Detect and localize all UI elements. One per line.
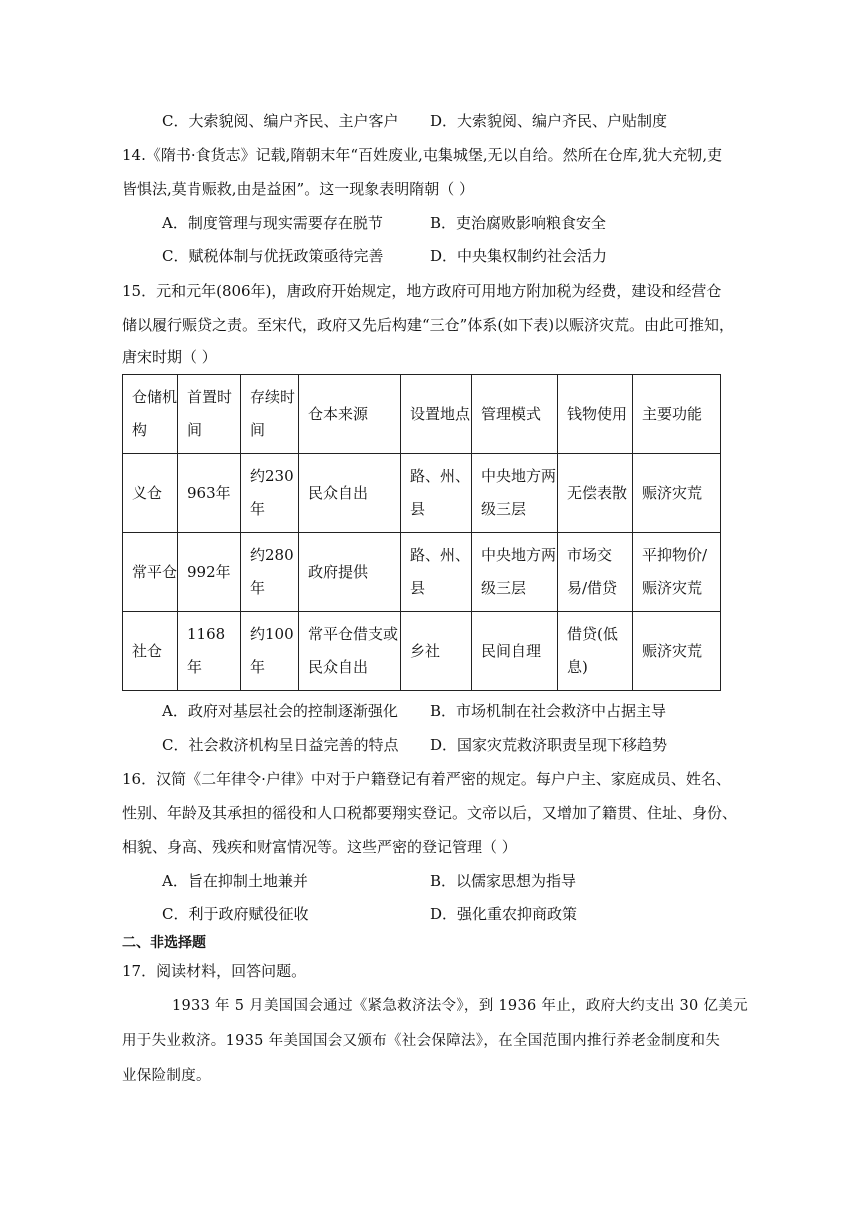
table-cell: 平抑物价/赈济灾荒 [633, 533, 721, 612]
table-cell: 无偿表散 [558, 454, 633, 533]
material-line3: 业保险制度。 [122, 1068, 211, 1084]
table-cell: 常平仓借支或民众自出 [299, 612, 401, 691]
q14-option-c: C．赋税体制与优抚政策亟待完善 [162, 247, 384, 265]
q15-option-b: B．市场机制在社会救济中占据主导 [430, 702, 667, 720]
table-cell: 约100年 [241, 612, 299, 691]
material-line2: 用于失业救济。1935 年美国国会又颁布《社会保障法》，在全国范围内推行养老金制度和失 [122, 1033, 721, 1049]
q16-stem-line1: 16．汉简《二年律令·户律》中对于户籍登记有着严密的规定。每户户主、家庭成员、姓名、 [122, 770, 731, 788]
table-cell: 中央地方两级三层 [472, 533, 558, 612]
q13-option-c: C．大索貌阅、编户齐民、主户客户 [162, 112, 399, 130]
table-header-row [123, 375, 721, 454]
table-row [123, 612, 721, 691]
table-cell: 政府提供 [299, 533, 401, 612]
table-cell: 市场交易/借贷 [558, 533, 633, 612]
table-header-cell: 首置时间 [178, 375, 241, 454]
q13-option-d: D．大索貌阅、编户齐民、户贴制度 [430, 112, 668, 130]
q14-option-a: A．制度管理与现实需要存在脱节 [162, 214, 383, 232]
q16-option-b: B．以儒家思想为指导 [430, 872, 577, 890]
table-cell: 中央地方两级三层 [472, 454, 558, 533]
q16-option-a: A．旨在抑制土地兼并 [162, 872, 308, 890]
table-row [123, 454, 721, 533]
q14-stem-line1: 14.《隋书·食货志》记载,隋朝末年“百姓废业,屯集城堡,无以自给。然所在仓库,犹大充牣,吏 [122, 146, 723, 164]
material-line1: 1933 年 5 月美国国会通过《紧急救济法令》，到 1936 年止，政府大约支出 30 亿美元 [172, 998, 748, 1014]
q15-stem-line2: 储以履行赈贷之责。至宋代，政府又先后构建“三仓”体系(如下表)以赈济灾荒。由此可推知， [122, 316, 735, 334]
table-header-cell: 钱物使用 [558, 375, 633, 454]
table-header-cell: 管理模式 [472, 375, 558, 454]
table-header-cell: 主要功能 [633, 375, 721, 454]
table-cell: 路、州、县 [401, 533, 472, 612]
table-cell: 借贷(低息) [558, 612, 633, 691]
granary-table [122, 374, 721, 691]
q15-stem-line1: 15．元和元年(806年)，唐政府开始规定，地方政府可用地方附加税为经费，建设和经营仓 [122, 282, 722, 300]
table-header-cell: 存续时间 [241, 375, 299, 454]
table-header-cell: 设置地点 [401, 375, 472, 454]
table-cell: 乡社 [401, 612, 472, 691]
q15-option-c: C．社会救济机构呈日益完善的特点 [162, 736, 399, 754]
table-cell: 赈济灾荒 [633, 454, 721, 533]
q15-option-a: A．政府对基层社会的控制逐渐强化 [162, 702, 398, 720]
table-cell: 992年 [178, 533, 241, 612]
table-header-cell: 仓本来源 [299, 375, 401, 454]
table-cell: 民众自出 [299, 454, 401, 533]
q15-option-d: D．国家灾荒救济职责呈现下移趋势 [430, 736, 668, 754]
q17-stem: 17．阅读材料，回答问题。 [122, 962, 307, 980]
table-cell: 约230年 [241, 454, 299, 533]
q15-stem-line3: 唐宋时期（ ） [122, 348, 217, 366]
table-cell: 义仓 [123, 454, 178, 533]
table-header-cell: 仓储机构 [123, 375, 178, 454]
q16-option-c: C．利于政府赋役征收 [162, 905, 309, 923]
q14-option-d: D．中央集权制约社会活力 [430, 247, 608, 265]
table-cell: 民间自理 [472, 612, 558, 691]
q16-stem-line3: 相貌、身高、残疾和财富情况等。这些严密的登记管理（ ） [122, 838, 517, 856]
table-cell: 1168年 [178, 612, 241, 691]
q14-option-b: B．吏治腐败影响粮食安全 [430, 214, 607, 232]
section-title: 二、非选择题 [122, 935, 206, 951]
table-cell: 963年 [178, 454, 241, 533]
table-cell: 约280年 [241, 533, 299, 612]
table-cell: 赈济灾荒 [633, 612, 721, 691]
table-row [123, 533, 721, 612]
q16-stem-line2: 性别、年龄及其承担的徭役和人口税都要翔实登记。文帝以后，又增加了籍贯、住址、身份、 [122, 804, 738, 822]
q16-option-d: D．强化重农抑商政策 [430, 905, 578, 923]
table-cell: 路、州、县 [401, 454, 472, 533]
table-cell: 社仓 [123, 612, 178, 691]
table-cell: 常平仓 [123, 533, 178, 612]
q14-stem-line2: 皆惧法,莫肯赈救,由是益困”。这一现象表明隋朝（ ） [122, 180, 474, 198]
